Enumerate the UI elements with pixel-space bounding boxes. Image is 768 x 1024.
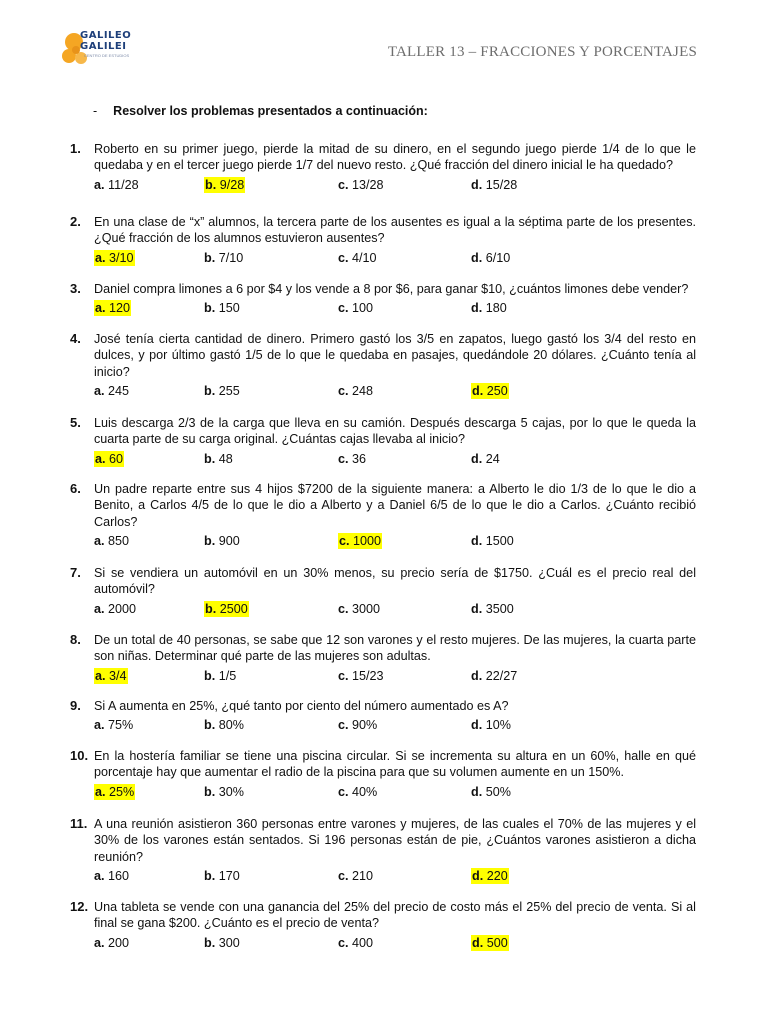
- option-letter: c.: [338, 383, 349, 398]
- answer-option: [338, 601, 380, 617]
- option-letter: c.: [338, 601, 349, 616]
- option-value: 60: [105, 451, 124, 466]
- option-letter: c.: [338, 718, 349, 733]
- answer-option: [338, 383, 373, 399]
- answer-options: [94, 717, 696, 735]
- problem-text: Luis descarga 2/3 de la carga que lleva en su camión. Después descarga 5 cajas, por lo que le queda la cuarta parte de su carga original. ¿Cuántas cajas llevaba al inicio?: [94, 416, 696, 447]
- option-letter: b.: [204, 868, 216, 883]
- option-value: 900: [215, 533, 240, 548]
- answer-option: [94, 383, 129, 399]
- answer-option: [94, 533, 129, 549]
- problem-text: En la hostería familiar se tiene una piscina circular. Si se incrementa su altura en un 60%, halle en qué porcentaje hay que aumentar el radio de la piscina para que su volumen aumente en un 150%.: [94, 749, 696, 780]
- option-letter: b.: [204, 668, 216, 683]
- answer-option: [338, 717, 377, 733]
- option-value: 3000: [348, 601, 381, 616]
- option-letter: a.: [95, 250, 106, 265]
- problem-text: Daniel compra limones a 6 por $4 y los vende a 8 por $6, para ganar $10, ¿cuántos limones debe vender?: [94, 282, 689, 296]
- answer-option: [204, 383, 240, 399]
- answer-options: [94, 533, 696, 551]
- problem-item: [70, 748, 696, 802]
- option-value: 250: [483, 383, 508, 398]
- logo-wordmark: [80, 30, 131, 52]
- option-value: 11/28: [104, 177, 139, 192]
- problem-number: 11.: [70, 816, 88, 831]
- option-value: 15/23: [348, 668, 384, 683]
- answer-option: [471, 601, 514, 617]
- option-value: 160: [104, 868, 130, 883]
- answer-option: [338, 250, 377, 266]
- answer-option: [204, 250, 243, 266]
- option-value: 10%: [482, 718, 511, 733]
- option-letter: a.: [95, 451, 106, 466]
- answer-option: [94, 601, 136, 617]
- answer-options: [94, 451, 696, 469]
- option-letter: a.: [94, 718, 105, 733]
- answer-option-highlighted: [94, 250, 135, 266]
- answer-options: [94, 868, 696, 886]
- answer-option: [204, 935, 240, 951]
- option-letter: d.: [471, 533, 483, 548]
- problem-text: De un total de 40 personas, se sabe que 12 son varones y el resto mujeres. De las mujeres, la cuarta parte son niñas. Determinar qué parte de las mujeres son adultas.: [94, 633, 696, 664]
- option-letter: d.: [471, 250, 483, 265]
- answer-options: [94, 784, 696, 802]
- answer-option: [471, 250, 510, 266]
- option-value: 200: [104, 935, 130, 950]
- option-letter: d.: [471, 784, 483, 799]
- option-letter: b.: [204, 451, 216, 466]
- option-value: 300: [215, 935, 240, 950]
- instruction-text: Resolver los problemas presentados a continuación:: [113, 104, 428, 118]
- answer-option: [338, 177, 384, 193]
- problem-text: Roberto en su primer juego, pierde la mitad de su dinero, en el segundo juego pierde 1/4 de lo que le quedaba y en el tercer juego pierde 1/7 del nuevo resto. ¿Qué fracción del dinero inicial le ha quedado?: [94, 142, 696, 173]
- answer-option: [471, 533, 514, 549]
- answer-options: [94, 250, 696, 268]
- option-letter: c.: [338, 301, 349, 316]
- option-value: 255: [215, 383, 240, 398]
- problem-text: En una clase de “x” alumnos, la tercera parte de los ausentes es igual a la séptima parte de los presentes. ¿Qué fracción de los alumnos estuvieron ausentes?: [94, 215, 696, 246]
- option-value: 2000: [104, 601, 137, 616]
- option-value: 248: [348, 383, 374, 398]
- answer-options: [94, 300, 696, 318]
- answer-option: [338, 868, 373, 884]
- option-letter: c.: [338, 177, 349, 192]
- logo-subtitle: CENTRO DE ESTUDIOS: [84, 53, 130, 58]
- option-letter: d.: [471, 301, 483, 316]
- option-letter: c.: [338, 250, 349, 265]
- option-letter: a.: [94, 533, 105, 548]
- problem-text: Si A aumenta en 25%, ¿qué tanto por ciento del número aumentado es A?: [94, 699, 509, 713]
- option-value: 180: [482, 301, 507, 316]
- option-letter: d.: [471, 451, 483, 466]
- option-letter: c.: [338, 668, 349, 683]
- answer-option: [204, 533, 240, 549]
- answer-option: [471, 784, 511, 800]
- option-value: 40%: [348, 784, 378, 799]
- answer-options: [94, 601, 696, 619]
- option-value: 4/10: [348, 250, 377, 265]
- option-letter: c.: [338, 451, 349, 466]
- option-value: 30%: [215, 784, 244, 799]
- answer-option-highlighted: [471, 868, 509, 884]
- option-letter: c.: [338, 868, 349, 883]
- option-value: 500: [483, 935, 508, 950]
- answer-options: [94, 668, 696, 686]
- option-value: 75%: [104, 718, 134, 733]
- answer-option: [94, 935, 129, 951]
- problem-item: [70, 331, 696, 401]
- option-letter: d.: [471, 601, 483, 616]
- answer-option-highlighted: [338, 533, 382, 549]
- instruction: [93, 104, 428, 118]
- logo-line1: GALILEO: [80, 30, 132, 41]
- problem-number: 5.: [70, 415, 81, 430]
- problem-text: Un padre reparte entre sus 4 hijos $7200 de la siguiente manera: a Alberto le dio 1/3 de lo que le dio a Benito, a Carlos 4/5 de lo que le dio a Alberto y a Daniel 6/5 de lo que le dio a Carlos. ¿Cuánto recibió Carlos?: [94, 482, 696, 529]
- problem-number: 9.: [70, 698, 81, 713]
- answer-option: [338, 300, 373, 316]
- problem-number: 12.: [70, 899, 89, 914]
- option-value: 48: [215, 451, 233, 466]
- option-letter: c.: [338, 784, 349, 799]
- logo-line2: GALILEI: [80, 41, 127, 52]
- problem-number: 4.: [70, 331, 81, 346]
- option-value: 36: [348, 451, 367, 466]
- answer-option: [338, 451, 366, 467]
- problem-item: [70, 415, 696, 469]
- option-letter: b.: [204, 301, 216, 316]
- option-letter: b.: [204, 383, 216, 398]
- option-value: 15/28: [482, 177, 518, 192]
- problem-item: [70, 899, 696, 953]
- option-value: 150: [215, 301, 240, 316]
- option-value: 7/10: [215, 250, 244, 265]
- answer-option: [471, 300, 507, 316]
- answer-option: [94, 717, 133, 733]
- answer-option: [204, 300, 240, 316]
- problem-number: 10.: [70, 748, 89, 763]
- answer-options: [94, 383, 696, 401]
- option-letter: d.: [471, 668, 483, 683]
- answer-option: [338, 668, 384, 684]
- answer-option-highlighted: [94, 300, 131, 316]
- option-letter: a.: [94, 935, 105, 950]
- option-letter: d.: [472, 868, 484, 883]
- option-value: 22/27: [482, 668, 518, 683]
- answer-option-highlighted: [204, 601, 249, 617]
- answer-option-highlighted: [204, 177, 245, 193]
- option-value: 90%: [348, 718, 378, 733]
- option-value: 1000: [349, 533, 382, 548]
- answer-options: [94, 935, 696, 953]
- answer-option: [94, 868, 129, 884]
- option-letter: d.: [472, 935, 484, 950]
- problem-number: 8.: [70, 632, 81, 647]
- option-letter: b.: [204, 533, 216, 548]
- problem-number: 6.: [70, 481, 81, 496]
- answer-option: [471, 668, 517, 684]
- instruction-dash: -: [93, 104, 98, 118]
- option-value: 220: [483, 868, 508, 883]
- option-value: 24: [482, 451, 500, 466]
- option-letter: a.: [94, 177, 105, 192]
- answer-option: [471, 717, 511, 733]
- option-letter: b.: [204, 718, 216, 733]
- problem-text: Una tableta se vende con una ganancia del 25% del precio de costo más el 25% del precio de venta. Si al final se gana $200. ¿Cuánto es el precio de venta?: [94, 900, 696, 931]
- problem-item: [70, 632, 696, 686]
- problem-text: A una reunión asistieron 360 personas entre varones y mujeres, de las cuales el 70% de las mujeres y el 30% de los varones están sentados. Si 196 personas están de pie, ¿Cuántos varones asistieron a dicha reunión?: [94, 817, 696, 864]
- problem-item: [70, 141, 696, 195]
- option-letter: c.: [339, 533, 350, 548]
- option-letter: c.: [338, 935, 349, 950]
- option-letter: a.: [95, 301, 106, 316]
- problem-number: 7.: [70, 565, 81, 580]
- option-value: 1/5: [215, 668, 237, 683]
- answer-option: [338, 935, 373, 951]
- answer-option-highlighted: [471, 935, 509, 951]
- page-header: [0, 0, 768, 90]
- option-letter: d.: [472, 383, 484, 398]
- answer-options: [94, 177, 696, 195]
- option-letter: a.: [94, 868, 105, 883]
- option-value: 400: [348, 935, 374, 950]
- option-value: 245: [104, 383, 130, 398]
- answer-option: [204, 868, 240, 884]
- option-value: 13/28: [348, 177, 384, 192]
- problem-number: 3.: [70, 281, 81, 296]
- answer-option: [471, 177, 517, 193]
- answer-option: [204, 784, 244, 800]
- option-letter: b.: [204, 935, 216, 950]
- answer-option: [204, 668, 236, 684]
- answer-option: [204, 717, 244, 733]
- problem-text: José tenía cierta cantidad de dinero. Primero gastó los 3/5 en zapatos, luego gastó los 3/4 del resto en dulces, y por último gastó 1/5 de lo que le quedaba en pasajes, quedándole 20 dólares. ¿Cuánto tenía al inicio?: [94, 332, 696, 379]
- answer-option: [338, 784, 377, 800]
- option-letter: d.: [471, 177, 483, 192]
- problem-item: [70, 481, 696, 551]
- problem-item: [70, 816, 696, 886]
- option-letter: a.: [95, 784, 106, 799]
- option-letter: b.: [204, 250, 216, 265]
- option-letter: a.: [94, 601, 105, 616]
- problem-item: [70, 698, 696, 735]
- option-value: 50%: [482, 784, 511, 799]
- answer-option-highlighted: [94, 784, 135, 800]
- option-letter: a.: [94, 383, 105, 398]
- option-letter: a.: [95, 668, 106, 683]
- problem-number: 1.: [70, 141, 81, 156]
- option-value: 9/28: [216, 177, 245, 192]
- document-title: TALLER 13 – FRACCIONES Y PORCENTAJES: [387, 44, 697, 60]
- answer-option: [471, 451, 500, 467]
- option-value: 6/10: [482, 250, 511, 265]
- answer-option: [204, 451, 233, 467]
- option-value: 3/10: [105, 250, 134, 265]
- problem-item: [70, 565, 696, 619]
- answer-option: [94, 177, 139, 193]
- answer-option-highlighted: [94, 451, 124, 467]
- option-letter: d.: [471, 718, 483, 733]
- problem-item: [70, 281, 696, 318]
- option-value: 80%: [215, 718, 244, 733]
- problem-number: 2.: [70, 214, 81, 229]
- option-value: 120: [105, 301, 131, 316]
- option-value: 850: [104, 533, 130, 548]
- option-value: 2500: [216, 601, 248, 616]
- problem-text: Si se vendiera un automóvil en un 30% menos, su precio sería de $1750. ¿Cuál es el precio real del automóvil?: [94, 566, 696, 597]
- option-value: 3500: [482, 601, 514, 616]
- answer-option-highlighted: [94, 668, 128, 684]
- option-value: 100: [348, 301, 374, 316]
- option-letter: b.: [204, 784, 216, 799]
- problem-item: [70, 214, 696, 268]
- option-value: 25%: [105, 784, 135, 799]
- option-value: 1500: [482, 533, 514, 548]
- option-value: 3/4: [105, 668, 127, 683]
- option-letter: b.: [205, 601, 217, 616]
- option-value: 210: [348, 868, 374, 883]
- answer-option-highlighted: [471, 383, 509, 399]
- option-value: 170: [215, 868, 240, 883]
- option-letter: b.: [205, 177, 217, 192]
